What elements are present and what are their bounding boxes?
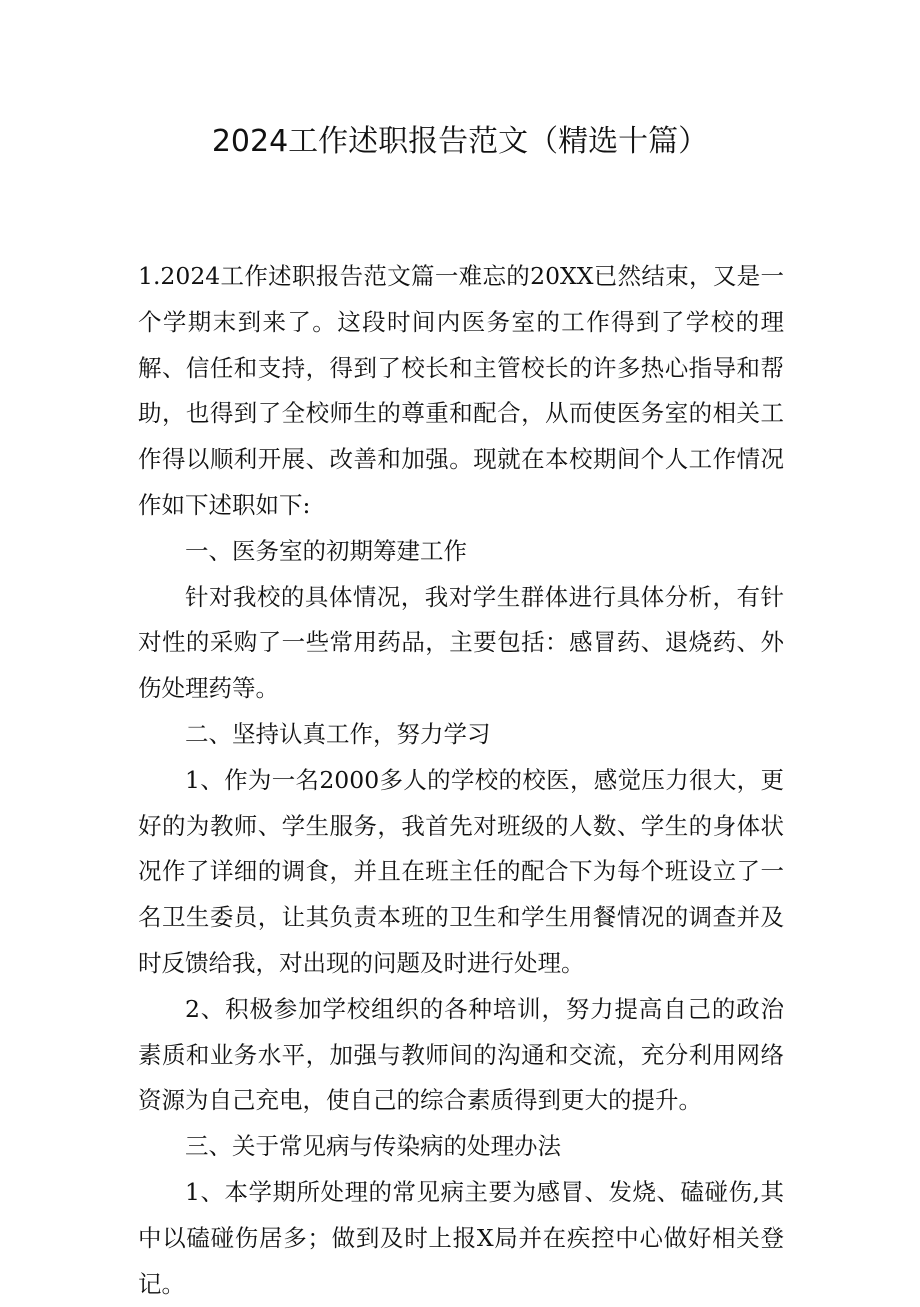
document-title: 2024工作述职报告范文（精选十篇） xyxy=(211,124,709,159)
document-body xyxy=(138,254,784,1307)
section-heading-1: 一、医务室的初期筹建工作 xyxy=(185,536,467,565)
section-3-item-1: 1、本学期所处理的常见病主要为感冒、发烧、磕碰伤,其中以磕碰伤居多；做到及时上报X局并在疾控中心做好相关登记。 xyxy=(138,1177,784,1298)
section-heading-3: 三、关于常见病与传染病的处理办法 xyxy=(185,1132,561,1161)
section-2-item-2: 2、积极参加学校组织的各种培训，努力提高自己的政治素质和业务水平，加强与教师间的沟通和交流，充分利用网络资源为自己充电，使自己的综合素质得到更大的提升。 xyxy=(138,994,784,1115)
intro-paragraph: 1.2024工作述职报告范文篇一难忘的20XX已然结束，又是一个学期末到来了。这段时间内医务室的工作得到了学校的理解、信任和支持，得到了校长和主管校长的许多热心指导和帮助，也得到了全校师生的尊重和配合，从而使医务室的相关工作得以顺利开展、改善和加强。现就在本校期间个人工作情况作如下述职如下: xyxy=(138,262,784,519)
section-heading-2: 二、坚持认真工作，努力学习 xyxy=(185,719,491,748)
section-1-paragraph: 针对我校的具体情况，我对学生群体进行具体分析，有针对性的采购了一些常用药品，主要包括：感冒药、退烧药、外伤处理药等。 xyxy=(138,582,784,703)
section-2-item-1: 1、作为一名2000多人的学校的校医，感觉压力很大，更好的为教师、学生服务，我首先对班级的人数、学生的身体状况作了详细的调食，并且在班主任的配合下为每个班设立了一名卫生委员，让其负责本班的卫生和学生用餐情况的调查并及时反馈给我，对出现的问题及时进行处理。 xyxy=(138,765,784,977)
